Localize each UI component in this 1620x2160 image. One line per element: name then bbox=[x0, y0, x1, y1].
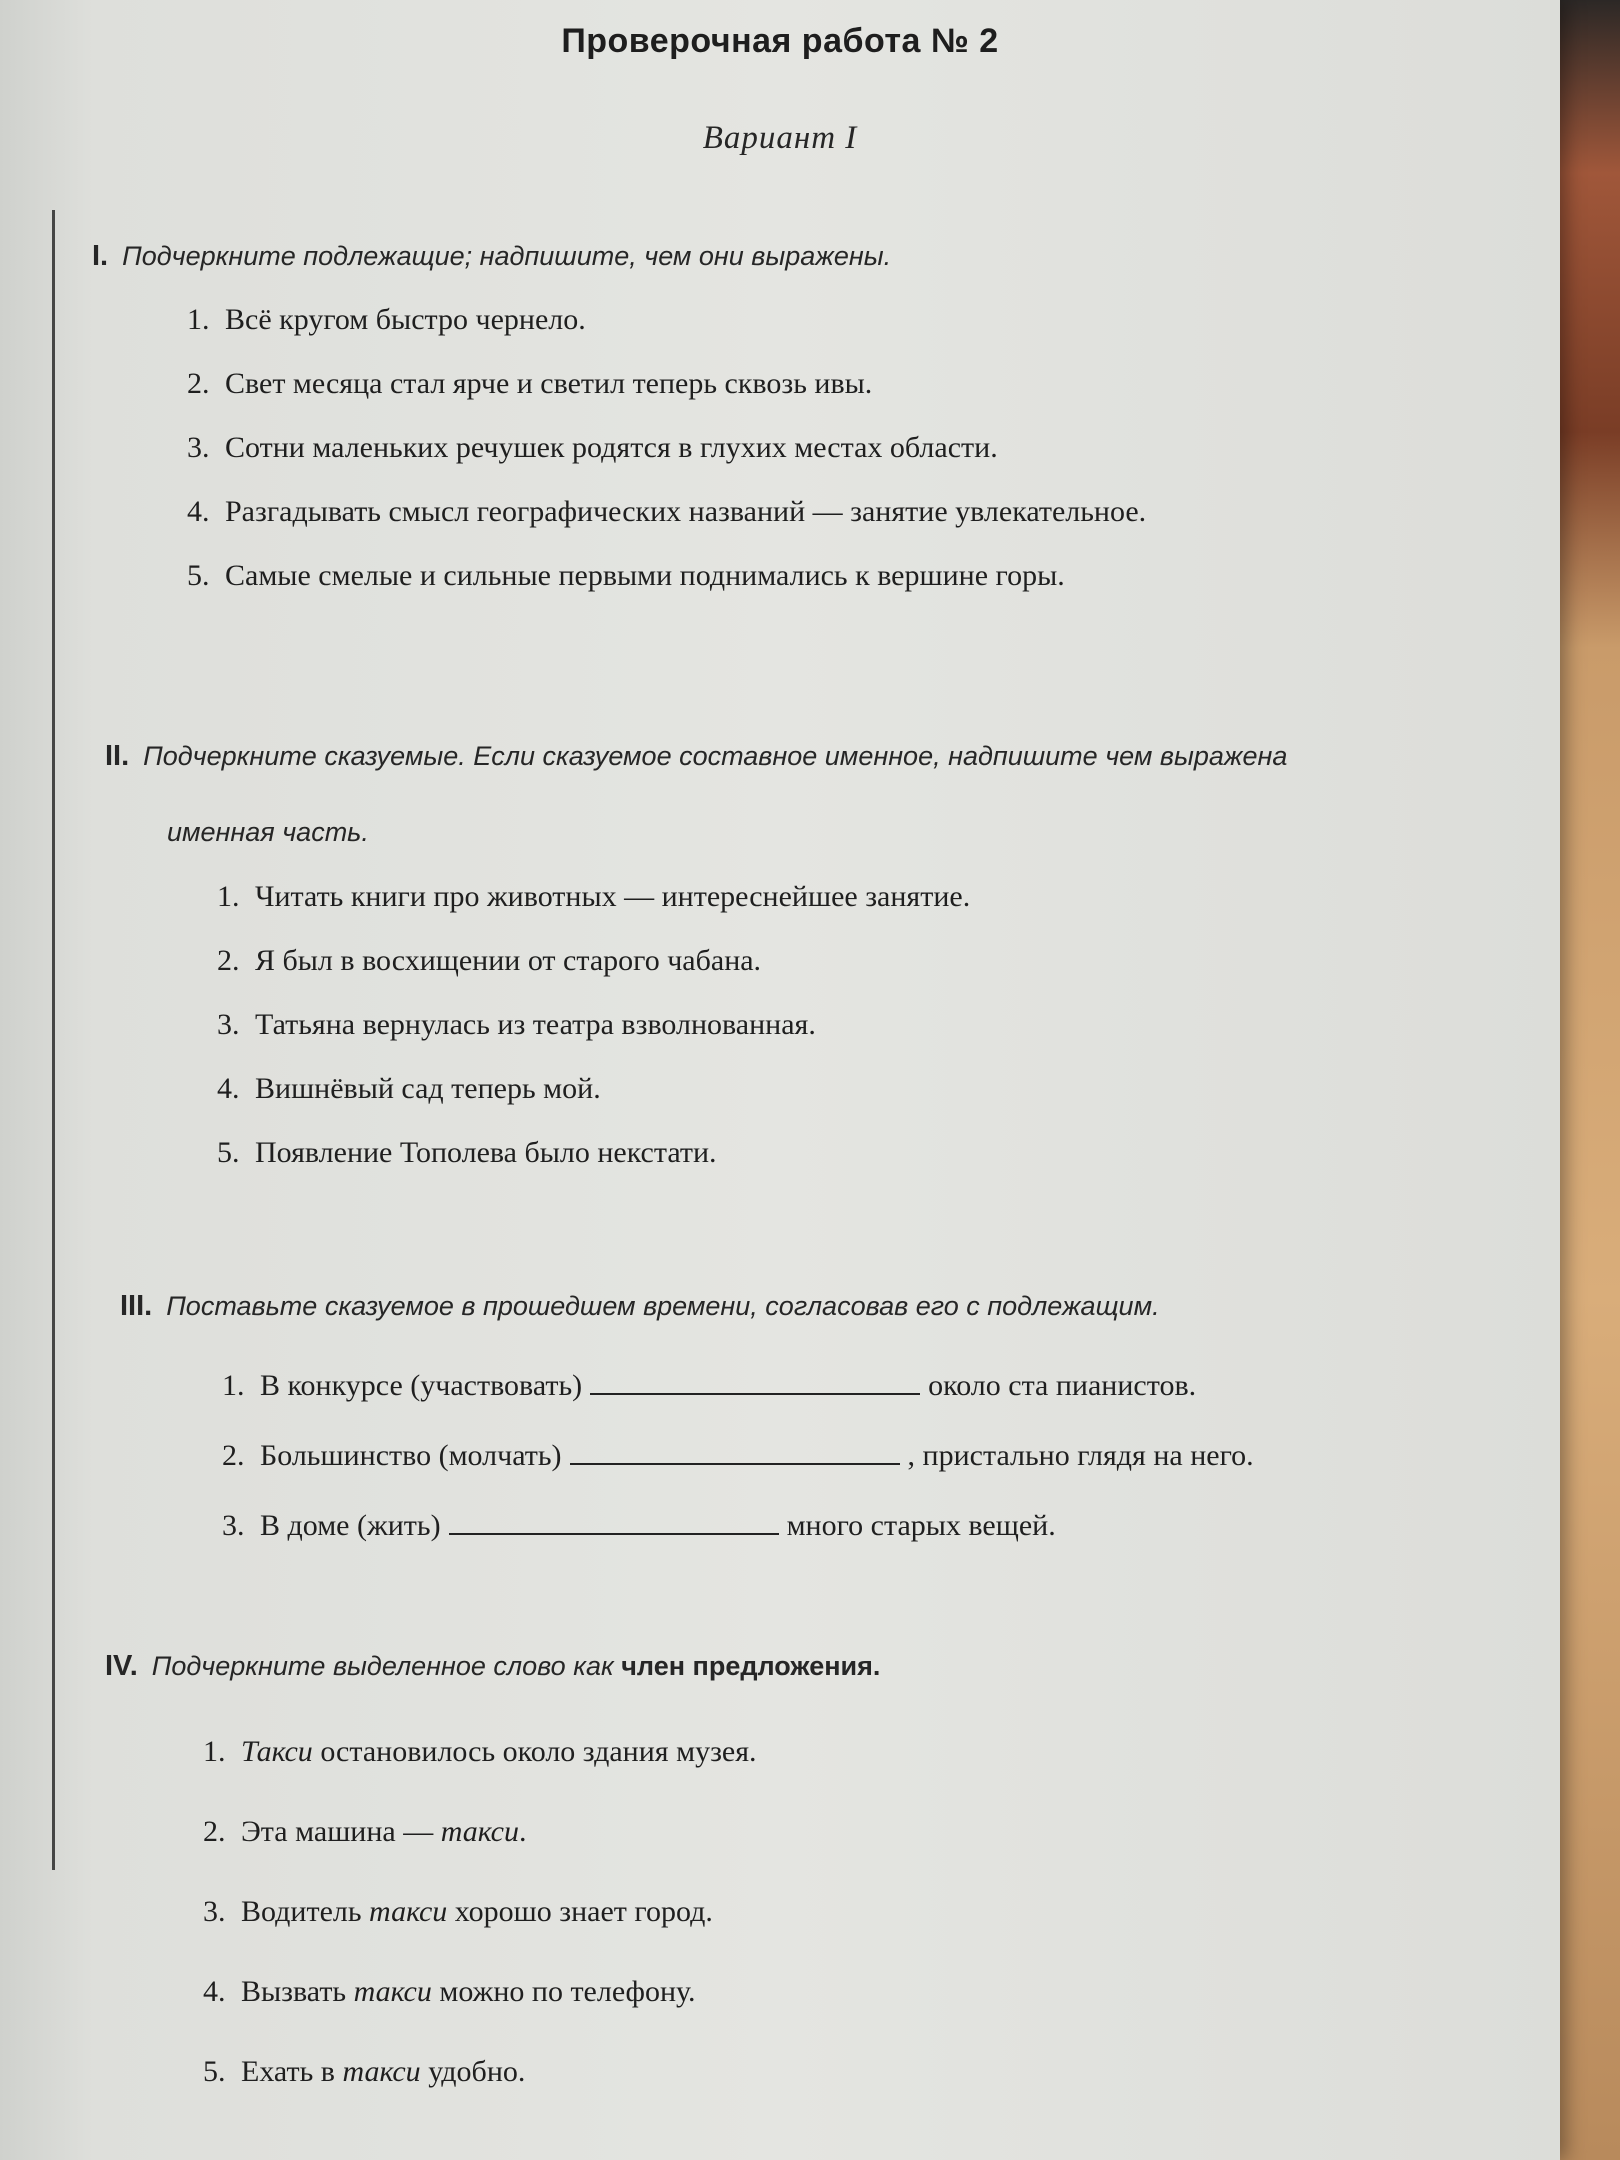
task-instruction-continued: именная часть. bbox=[167, 817, 369, 847]
task-2-items bbox=[217, 880, 1605, 1200]
answer-blank[interactable] bbox=[449, 1505, 779, 1535]
task-instruction: Поставьте сказуемое в прошедшем времени, согласовав его с подлежащим. bbox=[166, 1291, 1160, 1321]
highlighted-word: такси bbox=[440, 1815, 519, 1848]
item-number: 1. bbox=[217, 880, 240, 913]
list-item bbox=[187, 303, 1592, 367]
item-number: 4. bbox=[203, 1975, 226, 2008]
list-item bbox=[222, 1505, 1620, 1575]
item-text-pre: Вызвать bbox=[241, 1975, 354, 2008]
item-number: 3. bbox=[187, 431, 210, 464]
list-item bbox=[217, 1072, 1605, 1136]
instruction-text: Подчеркните выделенное слово как bbox=[151, 1651, 614, 1681]
answer-blank[interactable] bbox=[590, 1365, 920, 1395]
item-number: 4. bbox=[217, 1072, 240, 1105]
item-number: 1. bbox=[222, 1369, 245, 1402]
item-text: Разгадывать смысл географических названий — занятие увлекательное. bbox=[225, 495, 1147, 528]
item-number: 2. bbox=[187, 367, 210, 400]
task-1-header bbox=[92, 240, 1592, 273]
item-text-before: В конкурсе (участвовать) bbox=[260, 1369, 583, 1402]
item-text-post: остановилось около здания музея. bbox=[312, 1735, 757, 1768]
item-number: 1. bbox=[203, 1735, 226, 1768]
item-text-post: . bbox=[518, 1815, 527, 1848]
list-item bbox=[203, 1895, 1605, 1975]
task-2 bbox=[105, 740, 1605, 1200]
task-number: III. bbox=[120, 1290, 153, 1322]
instruction-bold: член предложения bbox=[621, 1651, 873, 1681]
answer-blank[interactable] bbox=[570, 1435, 900, 1465]
item-number: 1. bbox=[187, 303, 210, 336]
item-number: 2. bbox=[217, 944, 240, 977]
task-3-header bbox=[120, 1290, 1620, 1323]
item-text-pre: Водитель bbox=[241, 1895, 370, 1928]
item-text: Свет месяца стал ярче и светил теперь сквозь ивы. bbox=[225, 367, 873, 400]
item-number: 4. bbox=[187, 495, 210, 528]
highlighted-word: Такси bbox=[241, 1735, 313, 1768]
item-number: 2. bbox=[222, 1439, 245, 1472]
item-number: 3. bbox=[217, 1008, 240, 1041]
item-text: Читать книги про животных — интереснейшее занятие. bbox=[255, 880, 971, 913]
list-item bbox=[187, 431, 1592, 495]
item-text-post: можно по телефону. bbox=[431, 1975, 696, 2008]
task-number: IV. bbox=[105, 1650, 138, 1682]
page-title: Проверочная работа № 2 bbox=[561, 22, 999, 60]
item-text: Вишнёвый сад теперь мой. bbox=[255, 1072, 601, 1105]
item-text: Я был в восхищении от старого чабана. bbox=[255, 944, 762, 977]
instruction-end: . bbox=[872, 1651, 881, 1681]
item-number: 5. bbox=[217, 1136, 240, 1169]
item-text: Появление Тополева было некстати. bbox=[255, 1136, 717, 1169]
item-text-post: хорошо знает город. bbox=[447, 1895, 713, 1928]
item-text: Всё кругом быстро чернело. bbox=[225, 303, 586, 336]
task-instruction: Подчеркните подлежащие; надпишите, чем они выражены. bbox=[122, 241, 892, 271]
variant-label: Вариант I bbox=[702, 120, 858, 156]
item-number: 3. bbox=[203, 1895, 226, 1928]
task-1-items bbox=[187, 303, 1592, 623]
list-item bbox=[187, 559, 1592, 623]
list-item bbox=[222, 1435, 1620, 1505]
item-text: Татьяна вернулась из театра взволнованная. bbox=[255, 1008, 816, 1041]
item-number: 5. bbox=[203, 2055, 226, 2088]
list-item bbox=[203, 2055, 1605, 2135]
item-text-after: , пристально глядя на него. bbox=[907, 1439, 1254, 1472]
item-text-post: удобно. bbox=[420, 2055, 526, 2088]
task-number: II. bbox=[105, 740, 130, 772]
item-text-after: около ста пианистов. bbox=[928, 1369, 1197, 1402]
item-text: Сотни маленьких речушек родятся в глухих местах области. bbox=[225, 431, 998, 464]
list-item bbox=[217, 1008, 1605, 1072]
item-text-pre: Эта машина — bbox=[241, 1815, 441, 1848]
item-text-after: много старых вещей. bbox=[786, 1509, 1056, 1542]
task-instruction: Подчеркните сказуемые. Если сказуемое составное именное, надпишите чем выражена bbox=[143, 741, 1288, 771]
list-item bbox=[217, 1136, 1605, 1200]
task-3-items bbox=[222, 1365, 1620, 1575]
item-number: 2. bbox=[203, 1815, 226, 1848]
task-instruction bbox=[152, 1651, 881, 1682]
list-item bbox=[217, 944, 1605, 1008]
item-number: 3. bbox=[222, 1509, 245, 1542]
list-item bbox=[203, 1735, 1605, 1815]
task-2-header bbox=[105, 740, 1605, 773]
highlighted-word: такси bbox=[342, 2055, 421, 2088]
item-text-pre: Ехать в bbox=[241, 2055, 343, 2088]
task-4-items bbox=[203, 1735, 1605, 2135]
highlighted-word: такси bbox=[353, 1975, 432, 2008]
task-1 bbox=[92, 240, 1592, 623]
highlighted-word: такси bbox=[369, 1895, 448, 1928]
item-text-before: В доме (жить) bbox=[260, 1509, 441, 1542]
list-item bbox=[222, 1365, 1620, 1435]
list-item bbox=[187, 367, 1592, 431]
task-4 bbox=[105, 1650, 1605, 2135]
item-text-before: Большинство (молчать) bbox=[260, 1439, 562, 1472]
list-item bbox=[203, 1815, 1605, 1895]
list-item bbox=[187, 495, 1592, 559]
task-number: I. bbox=[92, 240, 109, 272]
list-item bbox=[217, 880, 1605, 944]
list-item bbox=[203, 1975, 1605, 2055]
item-number: 5. bbox=[187, 559, 210, 592]
task-4-header bbox=[105, 1650, 1605, 1683]
task-3 bbox=[120, 1290, 1620, 1575]
item-text: Самые смелые и сильные первыми поднимались к вершине горы. bbox=[225, 559, 1065, 592]
